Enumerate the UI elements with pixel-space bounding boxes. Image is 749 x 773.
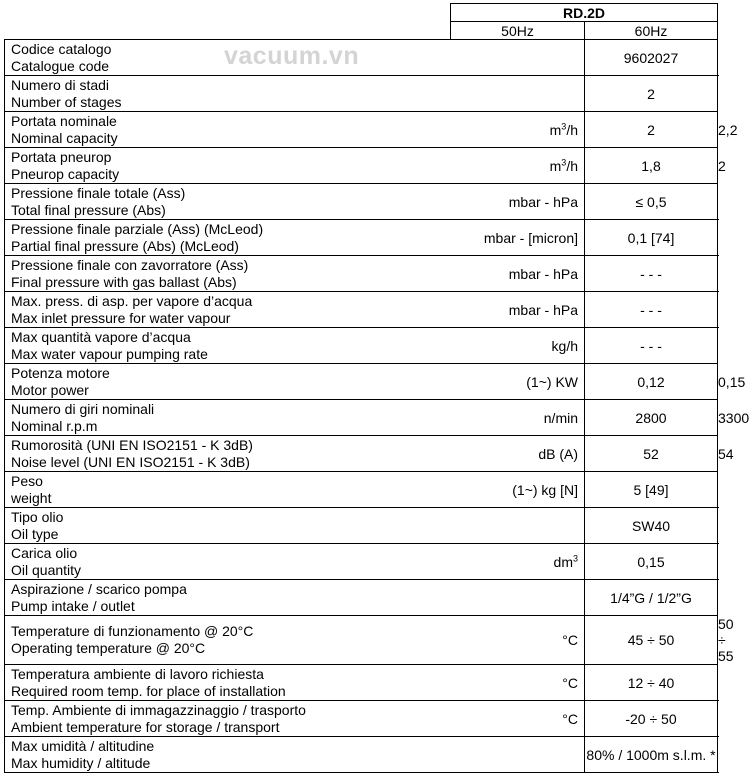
value-both: 12 ÷ 40 [585,665,718,701]
unit: °C [451,701,585,737]
parameter-label [5,40,451,76]
value-50hz: 2 [585,112,718,148]
spec-row: Rumorosità (UNI EN ISO2151 - K 3dB) Noise level (UNI EN ISO2151 - K 3dB) dB (A) 52 54 [5,436,718,472]
label-italian: Potenza motore [11,364,110,381]
parameter-label [5,184,451,220]
model-name: RD.2D [451,4,718,22]
value-both: - - - [585,256,718,292]
unit-exponent: 3 [572,552,578,563]
label-english: Max inlet pressure for water vapour [11,309,231,326]
unit-base: m [549,157,562,174]
value-50hz: 1,8 [585,148,718,184]
label-italian: Peso [11,472,43,489]
value-50hz: 45 ÷ 50 [585,616,718,665]
parameter-label [5,665,451,701]
label-english: Pneurop capacity [11,165,120,182]
parameter-label [5,112,451,148]
unit-tail: /h [566,121,578,138]
label-english: Nominal r.p.m [11,417,98,434]
unit: kg/h [451,328,585,364]
unit [451,580,585,616]
spec-row [5,256,718,292]
unit: mbar - [micron] [451,220,585,256]
value-both: 2 [585,76,718,112]
unit [451,40,585,76]
spec-row [5,184,718,220]
unit [451,112,585,148]
spec-row: Portata pneurop Pneurop capacity $m^3/h$ 1,8 2 [5,148,718,184]
unit: mbar - hPa [451,292,585,328]
value-both: ≤ 0,5 [585,184,718,220]
label-italian: Max. press. di asp. per vapore d’acqua [11,292,253,309]
label-italian: Pressione finale parziale (Ass) (McLeod) [11,220,264,237]
label-italian: Pressione finale totale (Ass) [11,184,186,201]
label-italian: Numero di stadi [11,76,110,93]
header-blank [5,4,451,22]
parameter-label [5,256,451,292]
header-row-model [5,4,718,22]
parameter-label [5,701,451,737]
spec-row: Numero di giri nominali Nominal r.p.m n/min 2800 3300 [5,400,718,436]
unit-base: m [549,121,562,138]
value-50hz: 0,12 [585,364,718,400]
value-both: 1/4”G / 1/2”G [585,580,718,616]
parameter-label [5,328,451,364]
col-50hz-header: 50Hz [451,22,585,40]
unit [451,76,585,112]
parameter-label [5,220,451,256]
label-english: Oil type [11,525,59,542]
spec-row: Potenza motore Motor power (1~) KW 0,12 0,15 [5,364,718,400]
unit-exponent: 3 [561,120,567,131]
value-both: 0,15 [585,544,718,580]
header-blank [5,22,451,40]
label-italian: Rumorosità (UNI EN ISO2151 - K 3dB) [11,436,253,453]
spec-row [5,701,718,737]
parameter-label [5,292,451,328]
label-italian: Temp. Ambiente di immagazzinaggio / trasporto [11,701,306,718]
spec-row [5,220,718,256]
label-italian: Temperatura ambiente di lavoro richiesta [11,665,264,682]
unit: mbar - hPa [451,184,585,220]
unit: (1~) KW [451,364,585,400]
label-english: weight [11,489,52,506]
label-english: Ambient temperature for storage / transport [11,718,280,735]
unit [451,508,585,544]
value-50hz: 52 [585,436,718,472]
spec-row [5,508,718,544]
label-english: Number of stages [11,93,122,110]
spec-row [5,292,718,328]
unit: dB (A) [451,436,585,472]
spec-row [5,76,718,112]
parameter-label [5,436,451,472]
parameter-label [5,472,451,508]
unit [451,737,585,773]
unit-tail: /h [566,157,578,174]
label-italian: Aspirazione / scarico pompa [11,580,187,597]
value-both: SW40 [585,508,718,544]
label-english: Noise level (UNI EN ISO2151 - K 3dB) [11,453,250,470]
unit: °C [451,665,585,701]
label-english: Total final pressure (Abs) [11,201,166,218]
value-50hz: 2800 [585,400,718,436]
value-both: 9602027 [585,40,718,76]
label-english: Motor power [11,381,89,398]
value-both: 5 [49] [585,472,718,508]
spec-table [4,3,749,773]
unit: °C [451,616,585,665]
unit: (1~) kg [N] [451,472,585,508]
value-both: 0,1 [74] [585,220,718,256]
unit: n/min [451,400,585,436]
label-english: Max humidity / altitude [11,754,151,771]
label-english: Operating temperature @ 20°C [11,640,206,656]
parameter-label [5,148,451,184]
spec-row [5,665,718,701]
label-english: Required room temp. for place of installation [11,682,286,699]
label-english: Partial final pressure (Abs) (McLeod) [11,237,239,254]
parameter-label [5,737,451,773]
label-english: Final pressure with gas ballast (Abs) [11,273,237,290]
header-row-frequency [5,22,718,40]
col-60hz-header: 60Hz [585,22,718,40]
value-both: -20 ÷ 50 [585,701,718,737]
parameter-label [5,544,451,580]
unit [451,148,585,184]
label-english: Max water vapour pumping rate [11,345,208,362]
parameter-label [5,76,451,112]
value-both: 80% / 1000m s.l.m. * [585,737,718,773]
spec-row [5,544,718,580]
parameter-label [5,508,451,544]
label-english: Catalogue code [11,57,110,74]
label-italian: Carica olio [11,544,78,561]
label-italian: Temperature di funzionamento @ 20°C [11,623,254,639]
spec-row [5,328,718,364]
parameter-label [5,616,451,665]
spec-row [5,580,718,616]
label-italian: Max quantità vapore d’acqua [11,328,191,345]
label-italian: Codice catalogo [11,40,112,57]
label-english: Nominal capacity [11,129,118,146]
label-english: Pump intake / outlet [11,597,135,614]
spec-row [5,737,718,773]
unit [451,544,585,580]
label-italian: Portata pneurop [11,148,112,165]
unit-exponent: 3 [561,156,567,167]
spec-row: Temperature di funzionamento @ 20°C Operating temperature @ 20°C °C 45 ÷ 50 50 ÷ 55 [5,616,718,665]
unit-base: dm [553,553,573,570]
label-italian: Max umidità / altitudine [11,737,155,754]
watermark: vacuum.vn [224,42,360,70]
spec-row: Portata nominale Nominal capacity $m^3/h$ 2 2,2 [5,112,718,148]
parameter-label [5,580,451,616]
label-italian: Tipo olio [11,508,64,525]
spec-row [5,472,718,508]
unit: mbar - hPa [451,256,585,292]
spec-row [5,40,718,76]
value-both: - - - [585,292,718,328]
label-english: Oil quantity [11,561,82,578]
label-italian: Pressione finale con zavorratore (Ass) [11,256,249,273]
parameter-label [5,364,451,400]
parameter-label [5,400,451,436]
label-italian: Portata nominale [11,112,117,129]
label-italian: Numero di giri nominali [11,400,155,417]
value-both: - - - [585,328,718,364]
